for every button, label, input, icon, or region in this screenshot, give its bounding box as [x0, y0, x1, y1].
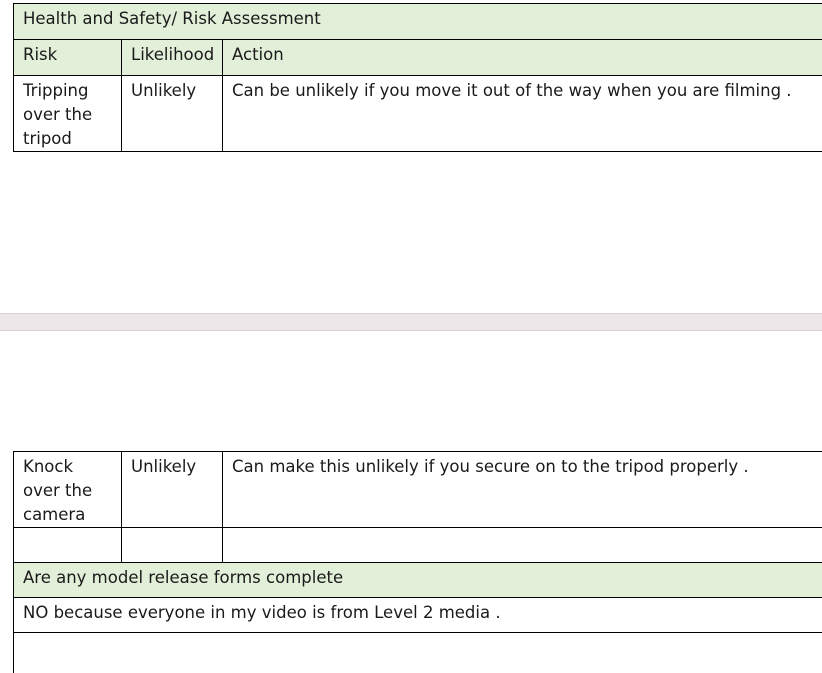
risk-cell: Knock over the camera — [14, 452, 122, 528]
table-title: Health and Safety/ Risk Assessment — [14, 4, 822, 40]
release-forms-answer[interactable]: NO because everyone in my video is from Level 2 media . — [14, 598, 822, 633]
page-break-divider — [0, 313, 822, 331]
table-title-row — [14, 4, 822, 40]
likelihood-cell: Unlikely — [122, 76, 223, 152]
action-cell: Can make this unlikely if you secure on to the tripod properly . — [223, 452, 822, 528]
table-row — [14, 452, 822, 528]
blank-row — [14, 633, 822, 673]
release-heading-row — [14, 563, 822, 598]
likelihood-cell-empty[interactable] — [122, 528, 223, 563]
release-forms-heading: Are any model release forms complete — [14, 563, 822, 598]
risk-assessment-table-top — [13, 3, 822, 152]
header-likelihood: Likelihood — [122, 40, 223, 76]
action-cell-empty[interactable] — [223, 528, 822, 563]
likelihood-cell: Unlikely — [122, 452, 223, 528]
risk-cell-empty[interactable] — [14, 528, 122, 563]
blank-cell[interactable] — [14, 633, 822, 673]
header-action: Action — [223, 40, 822, 76]
header-risk: Risk — [14, 40, 122, 76]
table-row-empty — [14, 528, 822, 563]
risk-assessment-table-bottom — [13, 451, 822, 673]
table-header-row — [14, 40, 822, 76]
release-answer-row — [14, 598, 822, 633]
risk-cell: Tripping over the tripod — [14, 76, 122, 152]
action-cell: Can be unlikely if you move it out of the way when you are filming . — [223, 76, 822, 152]
table-row — [14, 76, 822, 152]
